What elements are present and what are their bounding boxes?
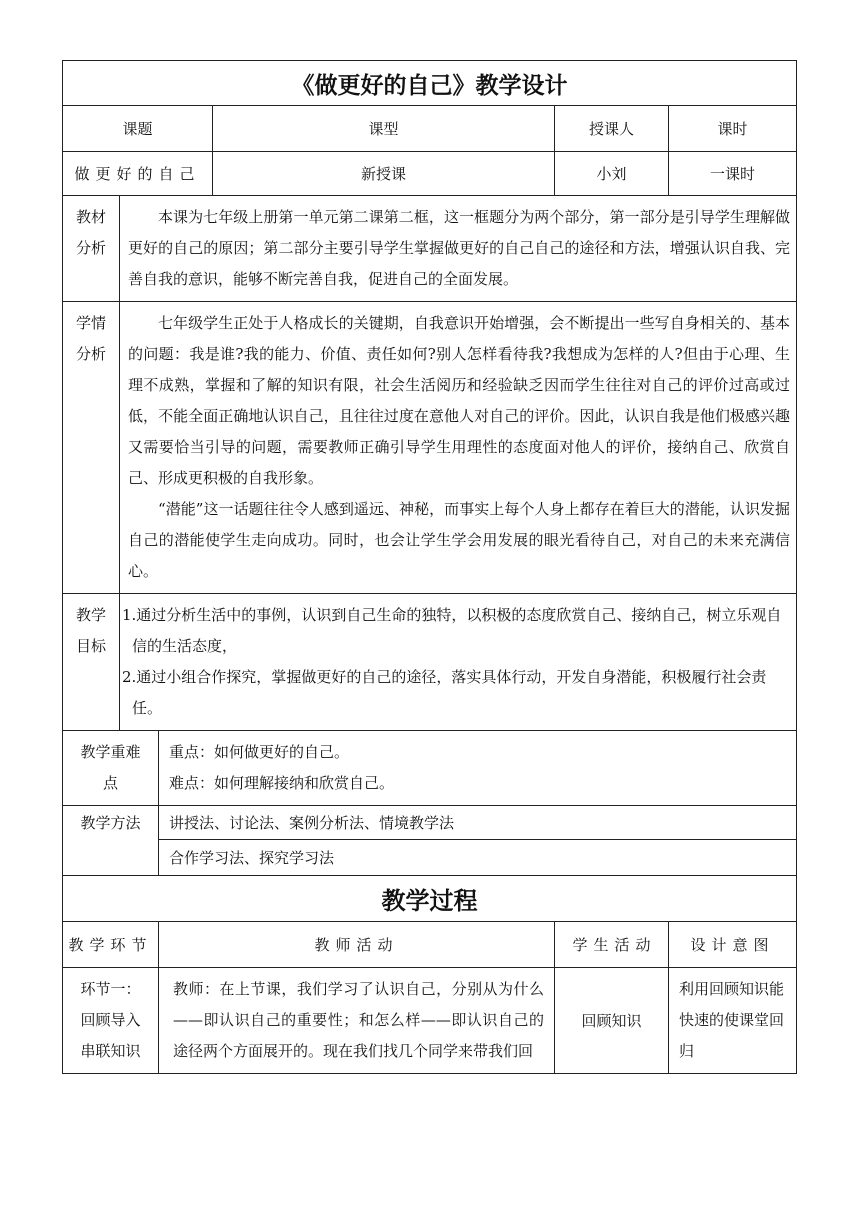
key-points-label [63, 731, 159, 806]
material-label [63, 196, 120, 302]
lesson-plan-table [62, 60, 797, 1074]
students-label-line1: 学情 [75, 314, 106, 332]
students-label-line2: 分析 [75, 345, 106, 363]
col-teacher-activity: 教师活动 [159, 922, 555, 968]
goal-2: 2.通过小组合作探究，掌握做更好的自己的途径，落实具体行动，开发自身潜能，积极履行社会责任。 [122, 668, 767, 717]
teaching-goals [120, 594, 797, 731]
key-points [159, 731, 797, 806]
process-design-intent: 利用回顾知识能快速的使课堂回归 [669, 968, 797, 1074]
col-student-activity: 学生活动 [555, 922, 669, 968]
info-topic: 做更好的自己 [63, 152, 213, 196]
learning-methods: 合作学习法、探究学习法 [159, 840, 797, 876]
methods-label: 教学方法 [63, 806, 159, 876]
info-type: 新授课 [213, 152, 555, 196]
goal-1: 1.通过分析生活中的事例，认识到自己生命的独特，以积极的态度欣赏自己、接纳自己，树立乐观自信的生活态度， [122, 606, 782, 655]
process-student-activity: 回顾知识 [555, 968, 669, 1074]
lesson-plan-document [62, 60, 796, 1074]
header-topic: 课题 [63, 106, 213, 152]
table-row [63, 968, 797, 1074]
material-label-line2: 分析 [75, 239, 106, 257]
material-text: 本课为七年级上册第一单元第二课第二框，这一框题分为两个部分，第一部分是引导学生理解做更好的自己的原因；第二部分主要引导学生掌握做更好的自己自己的途径和方法，增强认识自我、完善自我的意识，能够不断完善自我，促进自己的全面发展。 [128, 208, 791, 288]
process-title: 教学过程 [63, 876, 797, 922]
students-para-1: 七年级学生正处于人格成长的关键期，自我意识开始增强，会不断提出一些写自身相关的、基本的问题：我是谁?我的能力、价值、责任如何?别人怎样看待我?我想成为怎样的人?但由于心理、生理不成熟，掌握和了解的知识有限，社会生活阅历和经验缺乏因而学生往往对自己的评价过高或过低，不能全面正确地认识自己，且往往过度在意他人对自己的评价。因此，认识自我是他们极感兴趣又需要恰当引导的问题，需要教师正确引导学生用理性的态度面对他人的评价，接纳自己、欣赏自己、形成更积极的自我形象。 [128, 314, 791, 487]
students-para-2: “潜能”这一话题往往令人感到遥远、神秘，而事实上每个人身上都存在着巨大的潜能，认识发掘自己的潜能使学生走向成功。同时，也会让学生学会用发展的眼光看待自己，对自己的未来充满信心。 [128, 500, 791, 580]
info-period: 一课时 [669, 152, 797, 196]
material-analysis [120, 196, 797, 302]
key-point: 重点：如何做更好的自己。 [169, 743, 350, 761]
goals-label-line2: 目标 [75, 637, 106, 655]
col-stage: 教学环节 [63, 922, 159, 968]
document-title: 《做更好的自己》教学设计 [63, 61, 797, 106]
students-analysis [120, 302, 797, 594]
col-design-intent: 设计意图 [669, 922, 797, 968]
difficult-point: 难点：如何理解接纳和欣赏自己。 [169, 774, 395, 792]
key-points-label-line2: 点 [102, 774, 118, 792]
process-teacher-activity: 教师：在上节课，我们学习了认识自己，分别从为什么——即认识自己的重要性；和怎么样——即认识自己的途径两个方面展开的。现在我们找几个同学来带我们回 [159, 968, 555, 1074]
students-label [63, 302, 120, 594]
goals-label [63, 594, 120, 731]
header-period: 课时 [669, 106, 797, 152]
info-teacher: 小刘 [555, 152, 669, 196]
teaching-methods: 讲授法、讨论法、案例分析法、情境教学法 [159, 806, 797, 840]
material-label-line1: 教材 [75, 208, 106, 226]
goals-label-line1: 教学 [75, 606, 106, 624]
header-teacher: 授课人 [555, 106, 669, 152]
process-stage: 环节一：回顾导入串联知识 [63, 968, 159, 1074]
key-points-label-line1: 教学重难 [80, 743, 141, 761]
header-type: 课型 [213, 106, 555, 152]
